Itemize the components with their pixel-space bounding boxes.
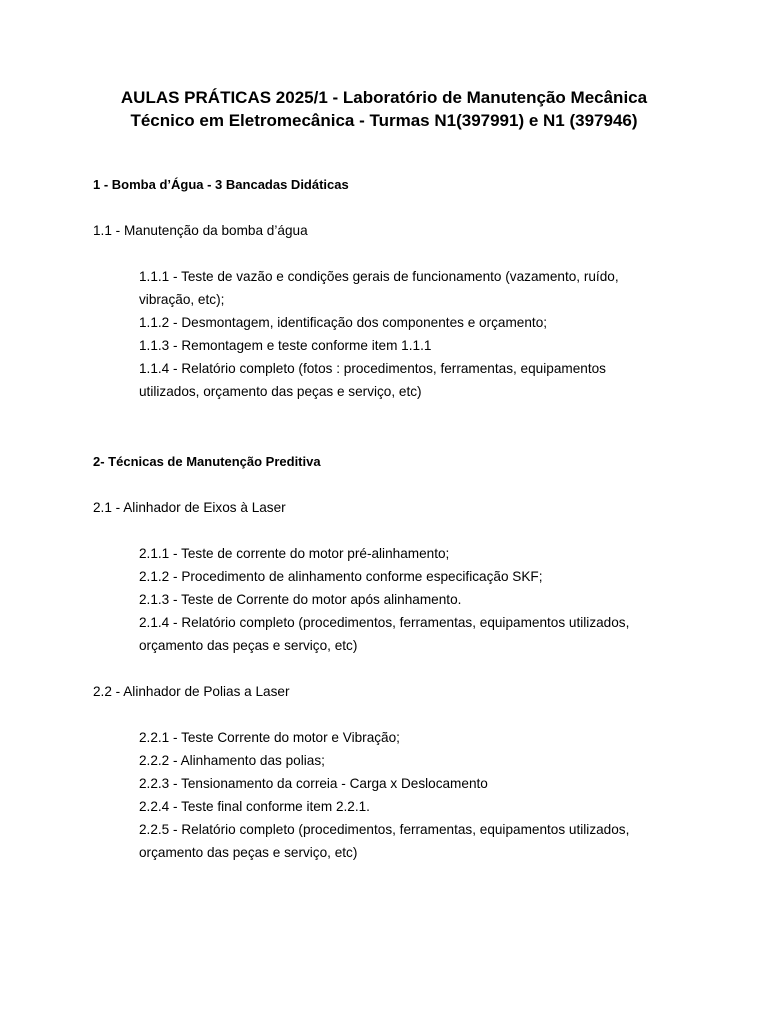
list-item: 2.1.2 - Procedimento de alinhamento conforme especificação SKF; (139, 569, 543, 584)
section-2-heading: 2- Técnicas de Manutenção Preditiva (93, 454, 321, 469)
list-item: utilizados, orçamento das peças e serviço, etc) (139, 384, 422, 399)
list-item: orçamento das peças e serviço, etc) (139, 845, 358, 860)
list-item: 2.2.4 - Teste final conforme item 2.2.1. (139, 799, 370, 814)
subsection-2-2-title: 2.2 - Alinhador de Polias a Laser (93, 684, 290, 699)
list-item: 2.1.1 - Teste de corrente do motor pré-alinhamento; (139, 546, 450, 561)
list-item: 2.2.2 - Alinhamento das polias; (139, 753, 325, 768)
list-item: 2.2.1 - Teste Corrente do motor e Vibração; (139, 730, 400, 745)
list-item: orçamento das peças e serviço, etc) (139, 638, 358, 653)
document-title-line-1: AULAS PRÁTICAS 2025/1 - Laboratório de Manutenção Mecânica (120, 88, 648, 107)
list-item: 1.1.2 - Desmontagem, identificação dos componentes e orçamento; (139, 315, 548, 330)
list-item: 1.1.3 - Remontagem e teste conforme item 1.1.1 (139, 338, 432, 353)
list-item: 2.1.3 - Teste de Corrente do motor após alinhamento. (139, 592, 462, 607)
document-title-line-2: Técnico em Eletromecânica - Turmas N1(397991) e N1 (397946) (130, 111, 638, 130)
subsection-2-1-title: 2.1 - Alinhador de Eixos à Laser (93, 500, 286, 515)
list-item: 2.2.5 - Relatório completo (procedimentos, ferramentas, equipamentos utilizados, (139, 822, 630, 837)
list-item: 2.2.3 - Tensionamento da correia - Carga x Deslocamento (139, 776, 488, 791)
section-1-heading: 1 - Bomba d’Água - 3 Bancadas Didáticas (93, 177, 349, 192)
list-item: vibração, etc); (139, 292, 225, 307)
list-item: 1.1.4 - Relatório completo (fotos : procedimentos, ferramentas, equipamentos (139, 361, 606, 376)
list-item: 1.1.1 - Teste de vazão e condições gerais de funcionamento (vazamento, ruído, (139, 269, 619, 284)
list-item: 2.1.4 - Relatório completo (procedimentos, ferramentas, equipamentos utilizados, (139, 615, 630, 630)
subsection-1-1-title: 1.1 - Manutenção da bomba d’água (93, 223, 308, 238)
